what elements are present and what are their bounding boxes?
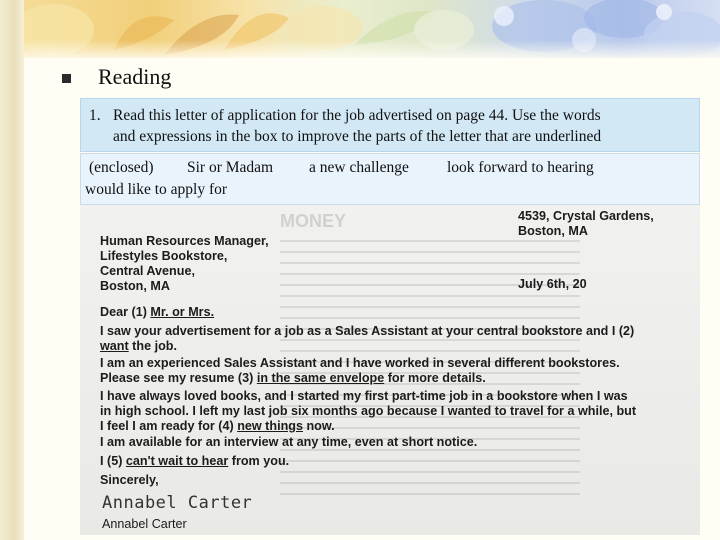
instruction-number: 1.: [89, 107, 101, 124]
printed-name: Annabel Carter: [102, 517, 187, 531]
para5-line: [100, 454, 289, 468]
recipient-address-line-1: Human Resources Manager,: [100, 234, 269, 248]
para1-line-2: [100, 339, 177, 353]
bullet-square-icon: [62, 74, 71, 83]
para2-underlined: in the same envelope: [256, 371, 385, 385]
para2-pre: Please see my resume (3): [100, 371, 257, 385]
para2-post: for more details.: [384, 371, 486, 385]
para3-line-1: I have always loved books, and I started my first part-time job in a bookstore when I was: [100, 389, 628, 403]
recipient-address-line-2: Lifestyles Bookstore,: [100, 249, 228, 263]
word-box: [80, 153, 700, 205]
para2-line-1: I am an experienced Sales Assistant and I have worked in several different bookstores.: [100, 356, 620, 370]
sender-address-line-2: Boston, MA: [518, 224, 588, 238]
salutation: [100, 305, 214, 319]
recipient-address-line-3: Central Avenue,: [100, 264, 195, 278]
word-would-like: would like to apply for: [85, 181, 228, 198]
para3-underlined: new things: [237, 419, 303, 433]
para5-underlined: can't wait to hear: [125, 454, 229, 468]
instruction-line-2: and expressions in the box to improve the parts of the letter that are underlined: [113, 128, 602, 145]
salutation-pre: Dear (1): [100, 305, 151, 319]
instruction-box: [80, 98, 700, 152]
para3-line-3: [100, 419, 335, 433]
letter-image: [80, 205, 700, 535]
para5-pre: I (5): [100, 454, 126, 468]
para1-line-1: I saw your advertisement for a job as a Sales Assistant at your central bookstore and I (2): [100, 324, 635, 338]
para5-post: from you.: [228, 454, 290, 468]
slide-heading: Reading: [98, 64, 172, 89]
para2-line-2: [100, 371, 486, 385]
word-sir-or-madam: Sir or Madam: [187, 159, 274, 176]
ghost-title: MONEY: [280, 211, 347, 231]
para4-line: I am available for an interview at any time, even at short notice.: [100, 435, 478, 449]
para3-post: now.: [302, 419, 335, 433]
sender-address-line-1: 4539, Crystal Gardens,: [518, 209, 654, 223]
para3-pre: I feel I am ready for (4): [100, 419, 238, 433]
letter-date: July 6th, 20: [518, 277, 587, 291]
instruction-line-1: Read this letter of application for the job advertised on page 44. Use the words: [113, 107, 601, 124]
word-look-forward: look forward to hearing: [447, 159, 594, 176]
banner-fade: [24, 40, 720, 62]
recipient-address-line-4: Boston, MA: [100, 279, 170, 293]
para1-underlined: want: [100, 339, 129, 353]
word-enclosed: (enclosed): [89, 159, 154, 176]
handwritten-signature: Annabel Carter: [102, 493, 253, 513]
para1-rest: the job.: [128, 339, 177, 353]
para3-line-2: in high school. I left my last job six months ago because I wanted to travel for a while, but: [100, 404, 637, 418]
left-decor-strip: [0, 0, 24, 540]
closing: Sincerely,: [100, 473, 159, 487]
word-new-challenge: a new challenge: [309, 159, 409, 176]
salutation-underlined: Mr. or Mrs.: [150, 305, 215, 319]
